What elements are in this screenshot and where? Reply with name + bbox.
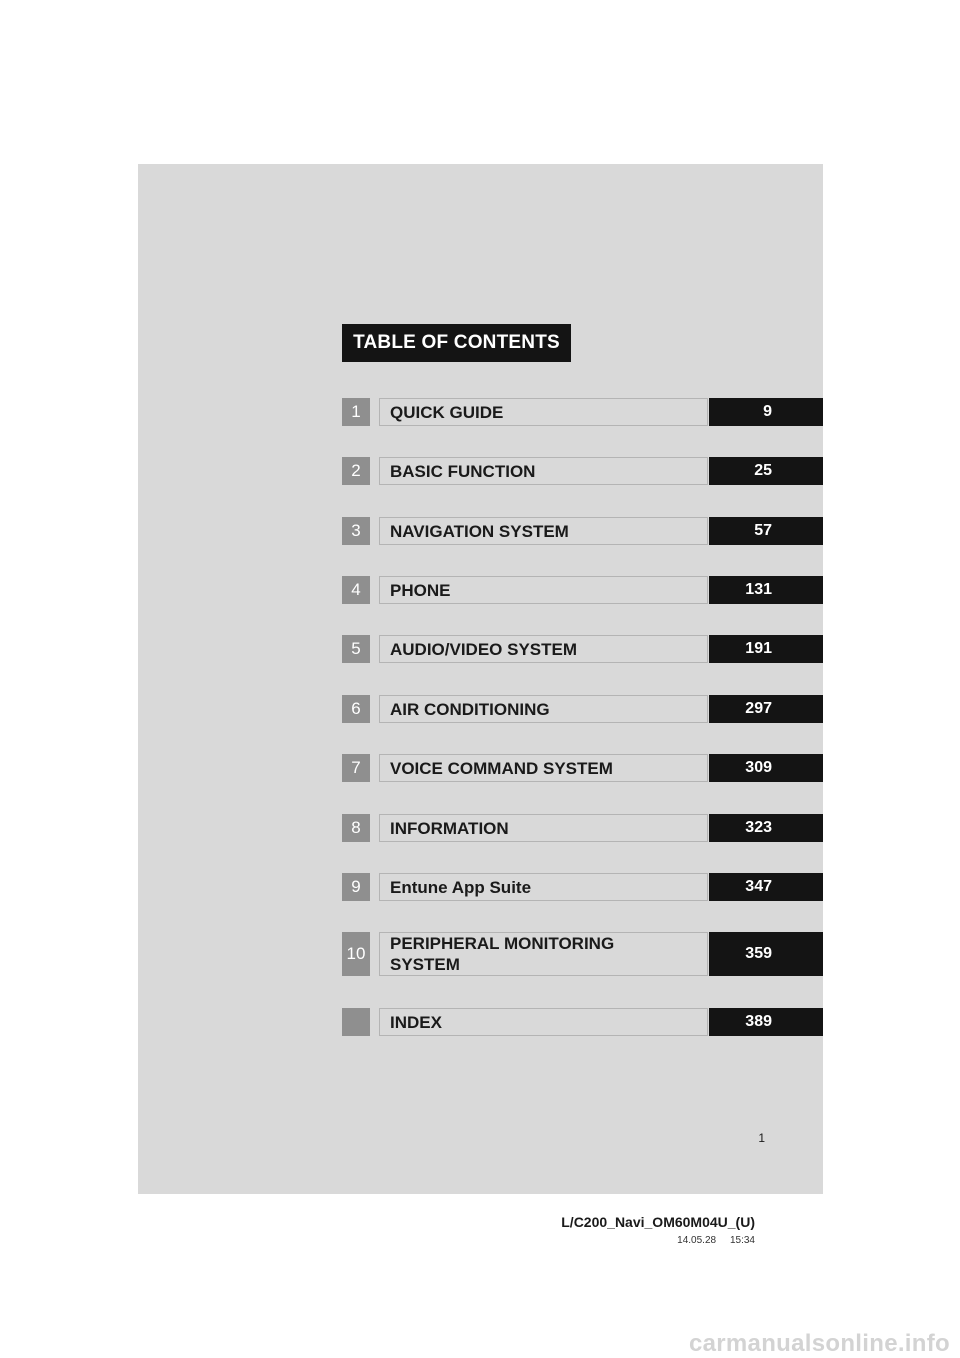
watermark: carmanualsonline.info [688, 1330, 950, 1357]
chapter-label-box [379, 932, 708, 976]
chapter-number: 9 [342, 873, 370, 901]
chapter-number: 7 [342, 754, 370, 782]
chapter-label: AUDIO/VIDEO SYSTEM [390, 639, 578, 659]
document-code: L/C200_Navi_OM60M04U_(U) [561, 1214, 755, 1230]
chapter-page: 347 [709, 873, 823, 901]
chapter-page: 57 [709, 517, 823, 545]
chapter-number: 4 [342, 576, 370, 604]
chapter-label-box [379, 635, 708, 663]
chapter-page: 359 [709, 932, 823, 976]
toc-entry-navigation-system[interactable] [342, 517, 823, 545]
chapter-label-box [379, 873, 708, 901]
toc-entry-entune-app-suite[interactable] [342, 873, 823, 901]
chapter-number: 8 [342, 814, 370, 842]
document-timestamp: 14.05.28 15:34 [677, 1235, 755, 1246]
chapter-label-box [379, 576, 708, 604]
chapter-page: 389 [709, 1008, 823, 1036]
chapter-label-box [379, 814, 708, 842]
chapter-label-box [379, 398, 708, 426]
page-number: 1 [758, 1131, 765, 1145]
toc-entry-information[interactable] [342, 814, 823, 842]
chapter-number: 3 [342, 517, 370, 545]
chapter-page: 297 [709, 695, 823, 723]
chapter-page: 9 [709, 398, 823, 426]
toc-entry-audio-video-system[interactable] [342, 635, 823, 663]
chapter-page: 191 [709, 635, 823, 663]
chapter-label-box [379, 695, 708, 723]
chapter-page: 323 [709, 814, 823, 842]
toc-entry-quick-guide[interactable] [342, 398, 823, 426]
chapter-number: 2 [342, 457, 370, 485]
chapter-label: Entune App Suite [390, 877, 532, 897]
chapter-label: PHONE [390, 580, 451, 600]
chapter-label-box [379, 457, 708, 485]
chapter-number [342, 1008, 370, 1036]
chapter-label-box [379, 517, 708, 545]
chapter-label-box [379, 1008, 708, 1036]
chapter-label: VOICE COMMAND SYSTEM [390, 758, 613, 778]
chapter-label: QUICK GUIDE [390, 402, 504, 422]
chapter-label-box [379, 754, 708, 782]
chapter-number: 6 [342, 695, 370, 723]
toc-entry-index[interactable] [342, 1008, 823, 1036]
toc-entry-phone[interactable] [342, 576, 823, 604]
chapter-number: 10 [342, 932, 370, 976]
chapter-number: 1 [342, 398, 370, 426]
chapter-page: 309 [709, 754, 823, 782]
chapter-label: INFORMATION [390, 818, 509, 838]
chapter-page: 131 [709, 576, 823, 604]
toc-entry-voice-command-system[interactable] [342, 754, 823, 782]
toc-entry-air-conditioning[interactable] [342, 695, 823, 723]
toc-entry-peripheral-monitoring-system[interactable] [342, 932, 823, 976]
chapter-label: AIR CONDITIONING [390, 699, 550, 719]
chapter-page: 25 [709, 457, 823, 485]
chapter-label: INDEX [390, 1012, 442, 1032]
chapter-label: BASIC FUNCTION [390, 461, 536, 481]
chapter-label: NAVIGATION SYSTEM [390, 521, 569, 541]
contents-panel [138, 164, 823, 1194]
toc-title: TABLE OF CONTENTS [342, 324, 571, 362]
toc-entry-basic-function[interactable] [342, 457, 823, 485]
chapter-number: 5 [342, 635, 370, 663]
chapter-label: PERIPHERAL MONITORING SYSTEM [390, 934, 615, 974]
